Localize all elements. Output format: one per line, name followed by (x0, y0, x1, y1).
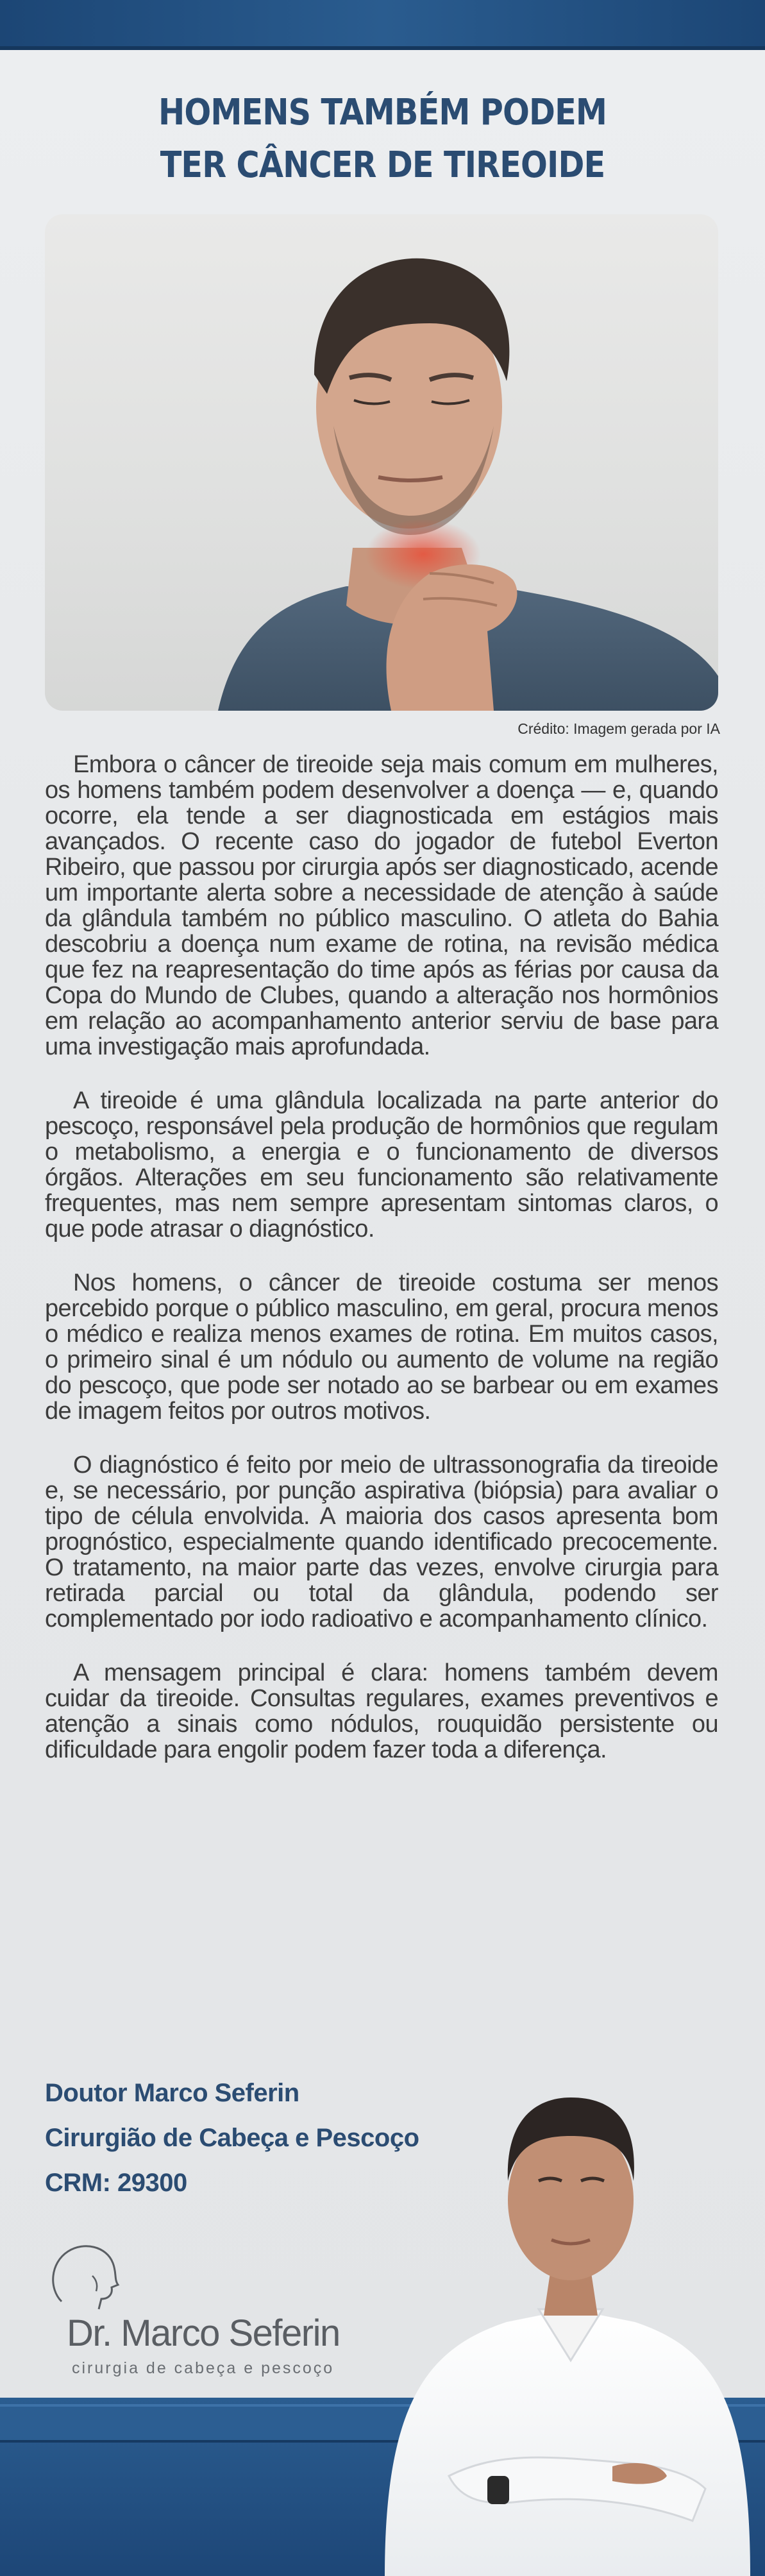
article-paragraph: A tireoide é uma glândula localizada na parte anterior do pescoço, responsável pela produção de hormônios que regulam o metabolismo, a energia e o funcionamento de diversos órgãos. Alterações em seu funcionamento são relativamente frequentes, mas nem sempre apresentam sintomas claros, o que pode atrasar o diagnóstico. (45, 1087, 718, 1242)
article-photo (45, 214, 718, 711)
brand-logo (42, 2237, 376, 2385)
page-title (46, 87, 719, 192)
article-paragraph: Embora o câncer de tireoide seja mais comum em mulheres, os homens também podem desenvolver a doença — e, quando ocorre, ela tende a ser diagnosticada em estágios mais avançados. O recente caso do jogador de futebol Everton Ribeiro, que passou por cirurgia após ser diagnosticado, acende um importante alerta sobre a necessidade de atenção à saúde da glândula também no público masculino. O atleta do Bahia descobriu a doença num exame de rotina, na revisão médica que fez na reapresentação do time após as férias por causa da Copa do Mundo de Clubes, quando a alteração nos hormônios em relação ao acompanhamento anterior serviu de base para uma investigação mais aprofundada. (45, 751, 718, 1060)
author-crm: CRM: 29300 (45, 2169, 187, 2197)
author-specialty: Cirurgião de Cabeça e Pescoço (45, 2124, 419, 2152)
article-paragraph: A mensagem principal é clara: homens também devem cuidar da tireoide. Consultas regulares, exames preventivos e atenção a sinais como nódulos, rouquidão persistente ou dificuldade para engolir podem fazer toda a diferença. (45, 1659, 718, 1763)
top-band (0, 0, 765, 50)
logo-name: Dr. Marco Seferin (67, 2312, 340, 2354)
author-name: Doutor Marco Seferin (45, 2079, 299, 2107)
article-paragraph: O diagnóstico é feito por meio de ultrassonografia da tireoide e, se necessário, por punção aspirativa (biópsia) para avaliar o tipo de célula envolvida. A maioria dos casos apresenta bom prognóstico, especialmente quando identificado precocemente. O tratamento, na maior parte das vezes, envolve cirurgia para retirada parcial ou total da glândula, podendo ser complementado por iodo radioativo e acompanhamento clínico. (45, 1452, 718, 1632)
doctor-portrait (359, 1988, 765, 2576)
title-line-1: HOMENS TAMBÉM PODEM (158, 92, 607, 133)
man-touching-throat-illustration (45, 214, 718, 711)
article-paragraph: Nos homens, o câncer de tireoide costuma ser menos percebido porque o público masculino, em geral, procura menos o médico e realiza menos exames de rotina. Em muitos casos, o primeiro sinal é um nódulo ou aumento de volume na região do pescoço, que pode ser notado ao se barbear ou em exames de imagem feitos por outros motivos. (45, 1269, 718, 1425)
article-body (45, 752, 718, 1791)
photo-credit: Crédito: Imagem gerada por IA (517, 720, 720, 737)
logo-tagline: cirurgia de cabeça e pescoço (72, 2359, 335, 2377)
head-profile-icon (42, 2237, 132, 2314)
title-line-2: TER CÂNCER DE TIREOIDE (160, 144, 605, 186)
